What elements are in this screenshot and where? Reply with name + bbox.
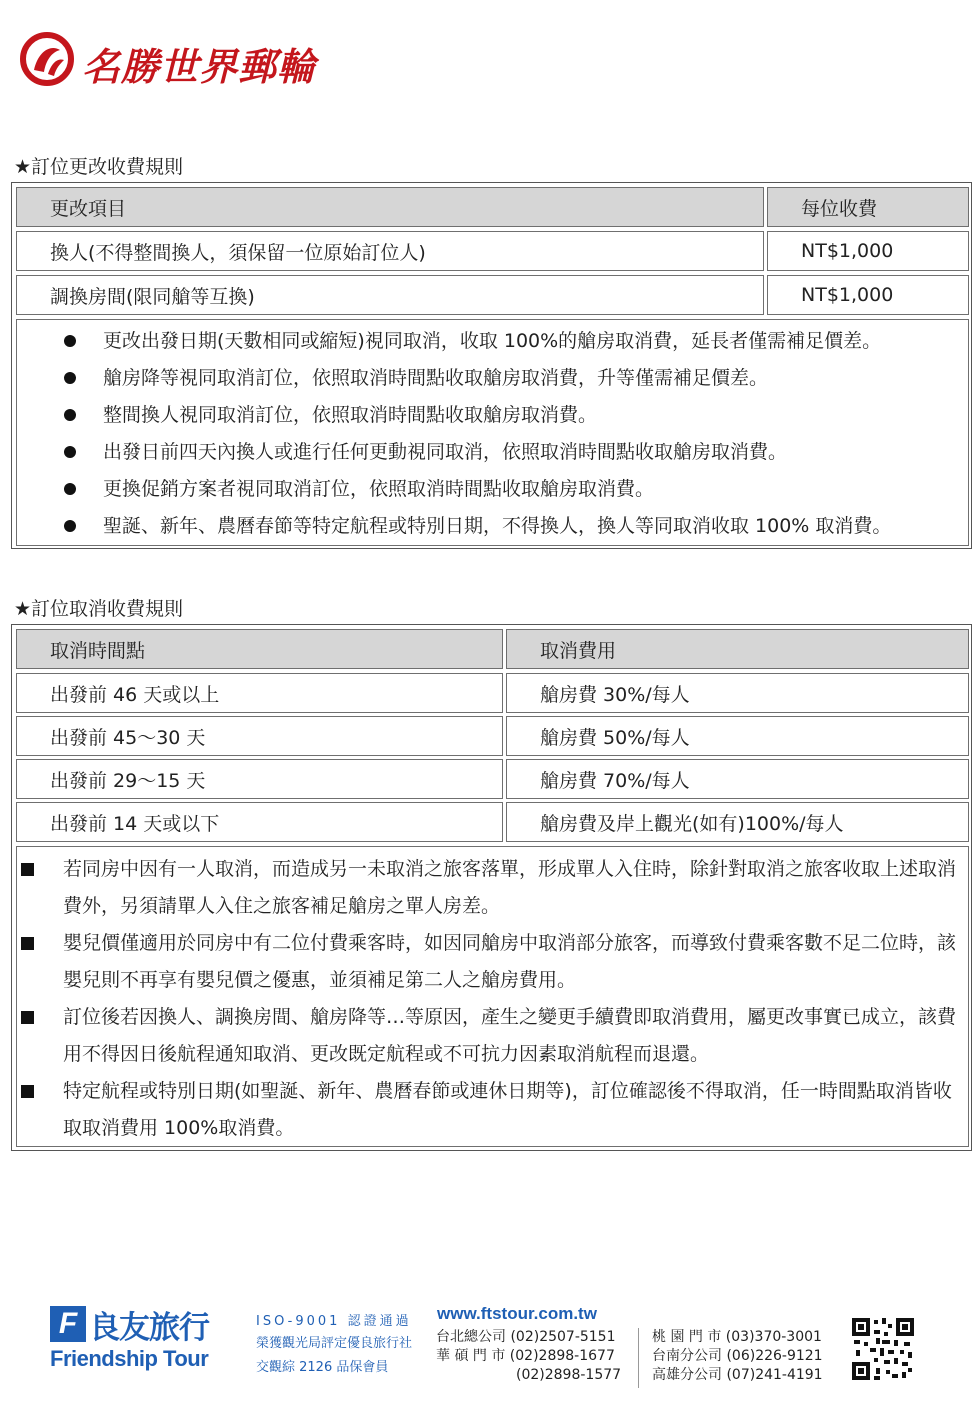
- cancel-row-time: 出發前 29～15 天: [16, 759, 503, 799]
- change-row-item: 換人(不得整間換人，須保留一位原始訂位人): [16, 231, 764, 271]
- change-row-fee: NT$1,000: [767, 275, 969, 315]
- cancel-row-fee: 艙房費 70%/每人: [506, 759, 969, 799]
- note-text: 特定航程或特別日期(如聖誕、新年、農曆春節或連休日期等)，訂位確認後不得取消，任一時間點取消皆收取取消費用 100%取消費。: [63, 1080, 952, 1139]
- bullet-dot-icon: [64, 446, 76, 458]
- bullet-square-icon: [21, 1085, 34, 1098]
- office-phone: 台北總公司 (02)2507-5151: [436, 1329, 616, 1345]
- certifications: [256, 1310, 412, 1375]
- note-text: 更改出發日期(天數相同或縮短)視同取消，收取 100%的艙房取消費，延長者僅需補足價差。: [103, 330, 882, 352]
- bullet-square-icon: [21, 863, 34, 876]
- offices-right: [652, 1328, 823, 1385]
- change-rules-frame: [11, 182, 972, 549]
- list-item: [17, 363, 968, 393]
- change-row-item: 調換房間(限同艙等互換): [16, 275, 764, 315]
- website-link[interactable]: www.ftstour.com.tw: [437, 1304, 597, 1323]
- cancel-header-time: 取消時間點: [16, 629, 503, 669]
- bullet-dot-icon: [64, 372, 76, 384]
- change-header-item: 更改項目: [16, 187, 764, 227]
- office-phone: (02)2898-1577: [516, 1367, 622, 1383]
- list-item: [17, 999, 968, 1073]
- cancel-rules-frame: [11, 624, 972, 1151]
- cancel-row-fee: 艙房費 30%/每人: [506, 673, 969, 713]
- office-phone: 桃 園 門 市 (03)370-3001: [652, 1329, 822, 1345]
- offices-left: [436, 1328, 621, 1385]
- cancel-row-fee: 艙房費及岸上觀光(如有)100%/每人: [506, 802, 969, 842]
- change-header-fee: 每位收費: [767, 187, 969, 227]
- brand-name: 名勝世界郵輪: [82, 44, 317, 89]
- cancel-header-fee: 取消費用: [506, 629, 969, 669]
- note-text: 整間換人視同取消訂位，依照取消時間點收取艙房取消費。: [103, 404, 598, 426]
- list-item: [17, 437, 968, 467]
- bullet-dot-icon: [64, 335, 76, 347]
- note-text: 聖誕、新年、農曆春節等特定航程或特別日期，不得換人，換人等同取消收取 100% 取消費。: [103, 515, 892, 537]
- change-notes-list: [16, 319, 969, 546]
- list-item: [17, 1073, 968, 1147]
- note-text: 嬰兒價僅適用於同房中有二位付費乘客時，如因同艙房中取消部分旅客，而導致付費乘客數不足二位時，該嬰兒則不再享有嬰兒價之優惠，並須補足第二人之艙房費用。: [63, 932, 957, 991]
- list-item: [17, 851, 968, 925]
- brand-logo: [20, 30, 320, 90]
- list-item: [17, 474, 968, 504]
- cancel-section-title: ★訂位取消收費規則: [14, 598, 184, 620]
- office-phone: 華 碩 門 市 (02)2898-1677: [436, 1348, 615, 1364]
- cancel-row-time: 出發前 14 天或以下: [16, 802, 503, 842]
- qr-code-icon: [850, 1316, 916, 1382]
- bullet-square-icon: [21, 937, 34, 950]
- note-text: 出發日前四天內換人或進行任何更動視同取消，依照取消時間點收取艙房取消費。: [103, 441, 788, 463]
- note-text: 艙房降等視同取消訂位，依照取消時間點收取艙房取消費，升等僅需補足價差。: [103, 367, 769, 389]
- cancel-row-time: 出發前 45～30 天: [16, 716, 503, 756]
- footer-divider: [638, 1328, 639, 1388]
- footer: [50, 1300, 930, 1390]
- note-text: 訂位後若因換人、調換房間、艙房降等…等原因，產生之變更手續費即取消費用，屬更改事實已成立，該費用不得因日後航程通知取消、更改既定航程或不可抗力因素取消航程而退還。: [63, 1006, 957, 1065]
- list-item: [17, 326, 968, 356]
- cruise-logo-icon: [20, 32, 74, 86]
- cert-member: 交觀綜 2126 品保會員: [256, 1360, 389, 1375]
- bullet-dot-icon: [64, 520, 76, 532]
- agency-logo-icon: F: [50, 1306, 86, 1342]
- agency-logo: [50, 1302, 209, 1346]
- cancel-row-time: 出發前 46 天或以上: [16, 673, 503, 713]
- cert-iso: ISO-9001 認證通過: [256, 1314, 412, 1329]
- list-item: [17, 511, 968, 541]
- bullet-dot-icon: [64, 483, 76, 495]
- change-section-title: ★訂位更改收費規則: [14, 156, 184, 178]
- agency-name-en: Friendship Tour: [50, 1346, 209, 1371]
- note-text: 若同房中因有一人取消，而造成另一未取消之旅客落單，形成單人入住時，除針對取消之旅客收取上述取消費外，另須請單人入住之旅客補足艙房之單人房差。: [63, 858, 957, 917]
- office-phone: 台南分公司 (06)226-9121: [652, 1348, 823, 1364]
- office-phone: 高雄分公司 (07)241-4191: [652, 1367, 823, 1383]
- cancel-notes-list: [16, 846, 969, 1147]
- cancel-row-fee: 艙房費 50%/每人: [506, 716, 969, 756]
- bullet-dot-icon: [64, 409, 76, 421]
- bullet-square-icon: [21, 1011, 34, 1024]
- agency-name-zh: 良友旅行: [89, 1309, 209, 1346]
- list-item: [17, 925, 968, 999]
- note-text: 更換促銷方案者視同取消訂位，依照取消時間點收取艙房取消費。: [103, 478, 655, 500]
- change-row-fee: NT$1,000: [767, 231, 969, 271]
- cert-award: 榮獲觀光局評定優良旅行社: [256, 1336, 413, 1351]
- list-item: [17, 400, 968, 430]
